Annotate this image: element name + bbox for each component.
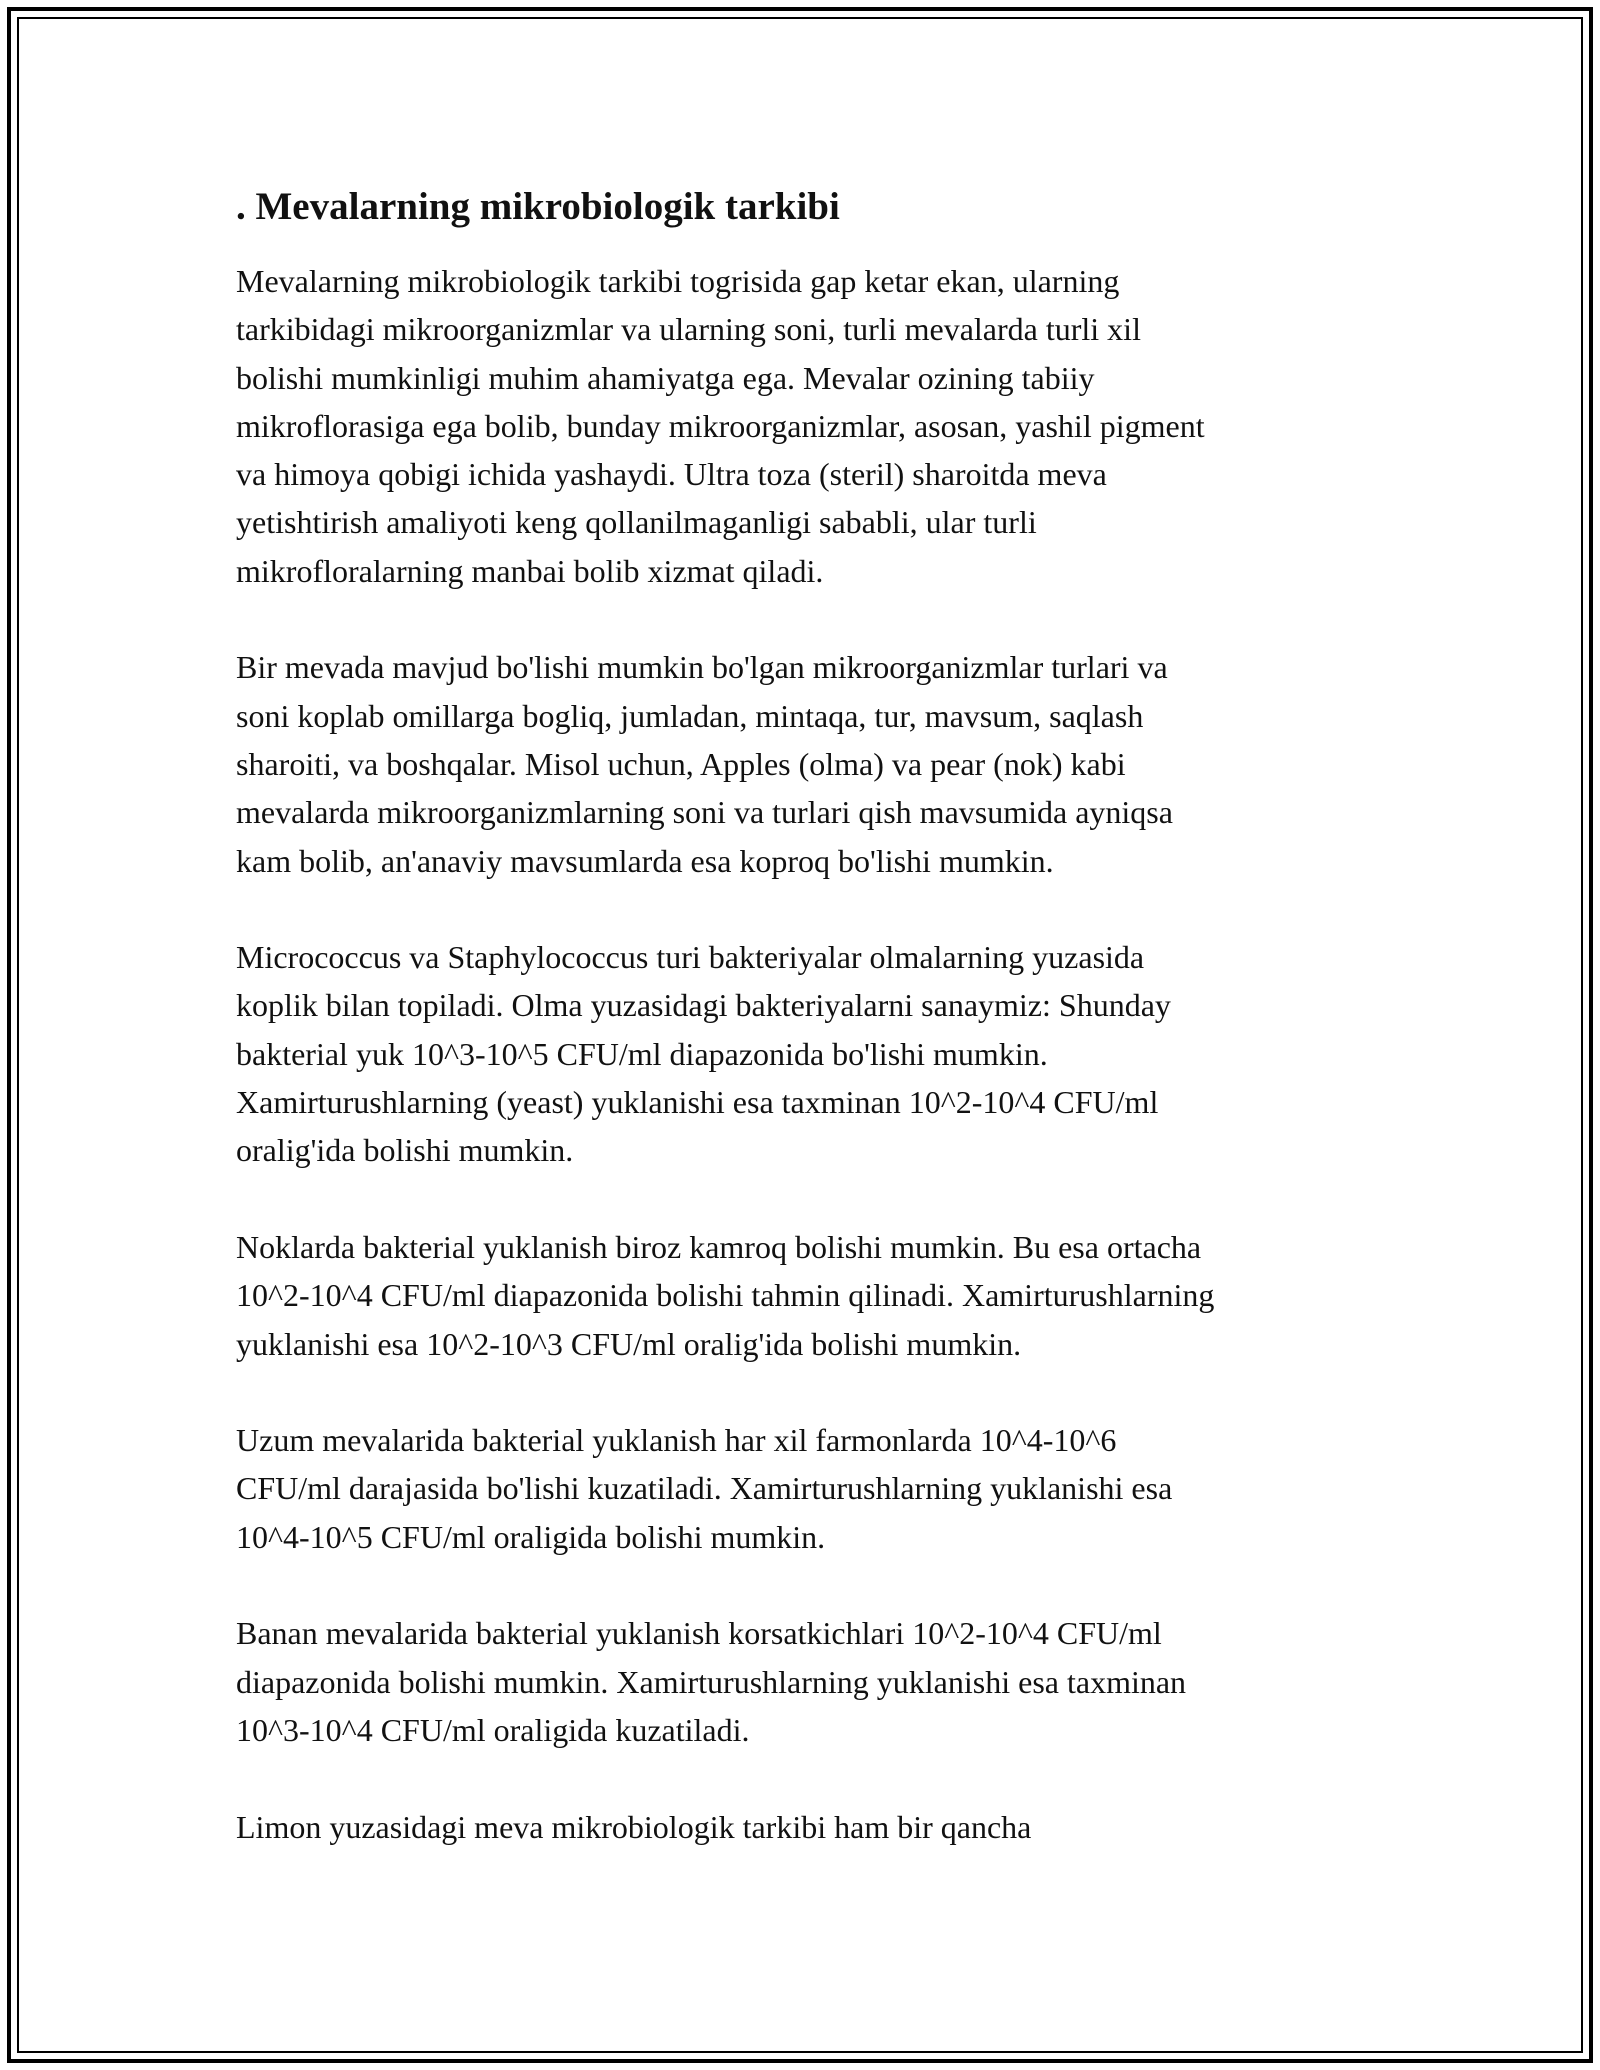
paragraph-5: Uzum mevalarida bakterial yuklanish har xil farmonlarda 10^4-10^6 CFU/ml darajasida bo'lishi kuzatiladi. Xamirturushlarning yuklanishi esa 10^4-10^5 CFU/ml oraligida bolishi mumkin. [236,1422,1173,1555]
paragraph-2: Bir mevada mavjud bo'lishi mumkin bo'lgan mikroorganizmlar turlari va soni koplab omillarga bogliq, jumladan, mintaqa, tur, mavsum, saqlash sharoiti, va boshqalar. Misol uchun, Apples (olma) va pear (nok) kabi mevalarda mikroorganizmlarning soni va turlari qish mavsumida ayniqsa kam bolib, an'anaviy mavsumlarda esa koproq bo'lishi mumkin. [236,649,1173,879]
paragraph-1: Mevalarning mikrobiologik tarkibi togrisida gap ketar ekan, ularning tarkibidagi mikroorganizmlar va ularning soni, turli mevalarda turli xil bolishi mumkinligi muhim ahamiyatga ega. Mevalar ozining tabiiy mikroflorasiga ega bolib, bunday mikroorganizmlar, asosan, yashil pigment va himoya qobigi ichida yashaydi. Ultra toza (steril) sharoitda meva yetishtirish amaliyoti keng qollanilmaganligi sababli, ular turli mikrofloralarning manbai bolib xizmat qiladi. [236,263,1205,589]
document-heading: . Mevalarning mikrobiologik tarkibi [236,185,840,228]
paragraph-3: Micrococcus va Staphylococcus turi bakteriyalar olmalarning yuzasida koplik bilan topiladi. Olma yuzasidagi bakteriyalarni sanaymiz: Shunday bakterial yuk 10^3-10^5 CFU/ml diapazonida bo'lishi mumkin. Xamirturushlarning (yeast) yuklanishi esa taxminan 10^2-10^4 CFU/ml oralig'ida bolishi mumkin. [236,939,1171,1169]
document-body [236,183,1366,1851]
paragraph-7: Limon yuzasidagi meva mikrobiologik tarkibi ham bir qancha [236,1808,1032,1845]
paragraph-4: Noklarda bakterial yuklanish biroz kamroq bolishi mumkin. Bu esa ortacha 10^2-10^4 CFU/ml diapazonida bolishi tahmin qilinadi. Xamirturushlarning yuklanishi esa 10^2-10^3 CFU/ml oralig'ida bolishi mumkin. [236,1228,1215,1362]
paragraph-6: Banan mevalarida bakterial yuklanish korsatkichlari 10^2-10^4 CFU/ml diapazonida bolishi mumkin. Xamirturushlarning yuklanishi esa taxminan 10^3-10^4 CFU/ml oraligida kuzatiladi. [236,1615,1187,1748]
